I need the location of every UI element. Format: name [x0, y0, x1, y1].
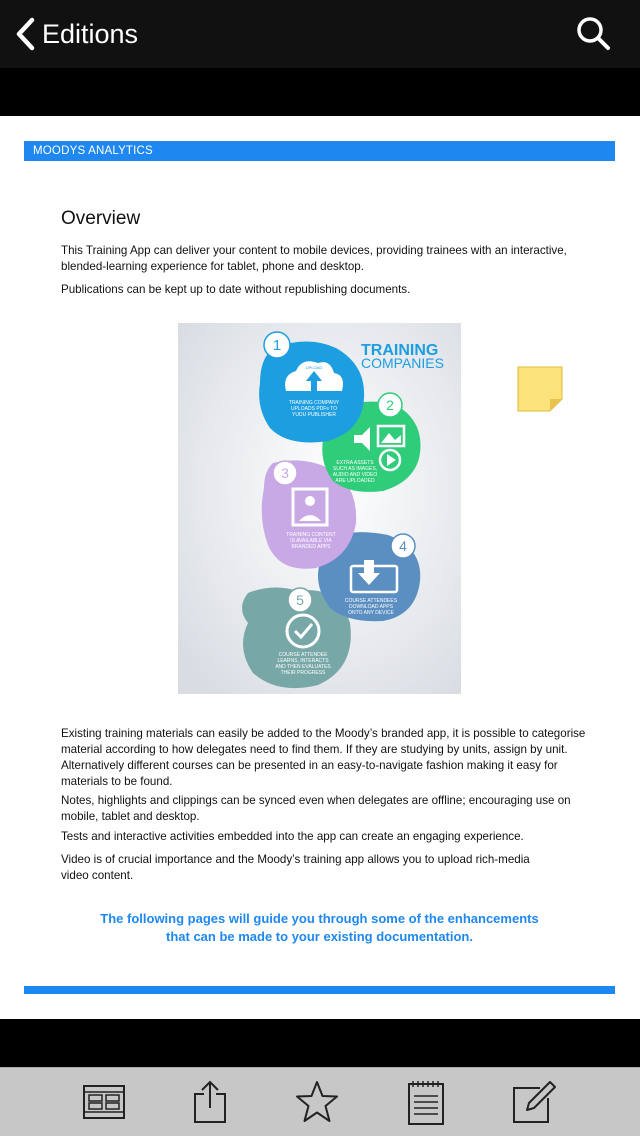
intro-paragraph-2: Publications can be kept up to date without republishing documents.: [61, 283, 411, 296]
brand-footer-bar: [24, 986, 615, 994]
star-icon: [293, 1078, 341, 1126]
training-infographic[interactable]: [178, 323, 461, 694]
body-paragraph-2: Notes, highlights and clippings can be synced even when delegates are offline; encouraging use on mobile, tablet and desktop.: [61, 794, 571, 823]
body-paragraph-4: Video is of crucial importance and the Moody’s training app allows you to upload rich-media video content.: [61, 853, 530, 882]
intro-paragraph-1: This Training App can deliver your content to mobile devices, providing trainees with an interactive, blended-learning experience for tablet, phone and desktop.: [61, 244, 567, 273]
step-3-text-2: IS AVAILABLE VIA: [290, 538, 332, 544]
step-4-number: 4: [399, 538, 407, 554]
step-3-number: 3: [281, 465, 289, 481]
step-2-text-1: EXTRA ASSETS: [336, 460, 374, 466]
search-button[interactable]: [574, 14, 614, 54]
top-margin: [0, 68, 640, 116]
step-5-text-4: THEIR PROGRESS: [280, 670, 326, 676]
step-4-text-2: DOWNLOAD APPS: [349, 604, 393, 610]
document-page[interactable]: [0, 116, 640, 1019]
bottom-toolbar: [0, 1067, 640, 1136]
step-4-text-3: ONTO ANY DEVICE: [348, 610, 394, 616]
compose-icon: [510, 1078, 558, 1126]
cta-line-1: The following pages will guide you through some of the enhancements: [100, 911, 539, 926]
chevron-left-icon: [14, 17, 36, 51]
search-icon: [574, 14, 614, 54]
favorite-button[interactable]: [293, 1078, 341, 1126]
page-heading: Overview: [61, 208, 141, 229]
page-thumbnails-button[interactable]: [80, 1078, 128, 1126]
step-5-text-2: LEARNS, INTERACTS: [277, 658, 329, 664]
step-1-text-2: UPLOADS PDFs TO: [291, 406, 337, 412]
step-2-text-4: ARE UPLOADED: [335, 478, 375, 484]
call-to-action: [24, 910, 615, 946]
sticky-note-button[interactable]: [516, 365, 564, 413]
infographic-title-line1: TRAINING: [361, 342, 439, 359]
step-2-text-2: SUCH AS IMAGES,: [332, 466, 378, 472]
compose-button[interactable]: [510, 1078, 558, 1126]
share-icon: [186, 1078, 234, 1126]
infographic-title-line2: COMPANIES: [361, 355, 444, 371]
notes-button[interactable]: [402, 1078, 450, 1126]
step-3-text-3: BRANDED APPS: [291, 544, 331, 550]
step-5-text-3: AND THEN EVALUATES: [275, 664, 331, 670]
brand-header: MOODYS ANALYTICS: [24, 141, 615, 161]
step-1-text-3: YUDU PUBLISHER: [292, 412, 336, 418]
body-paragraph-3: Tests and interactive activities embedded into the app can create an engaging experience.: [61, 830, 524, 843]
step-4-text-1: COURSE ATTENDEES: [344, 598, 398, 604]
back-button[interactable]: [14, 12, 138, 56]
step-5-text-1: COURSE ATTENDEE: [278, 652, 328, 658]
back-button-label: Editions: [42, 18, 139, 49]
step-1-number: 1: [272, 337, 282, 354]
share-button[interactable]: [186, 1078, 234, 1126]
sticky-note-icon: [516, 365, 564, 413]
upload-label: UPLOAD: [305, 365, 323, 370]
notes-icon: [402, 1078, 450, 1126]
step-3-text-1: TRAINING CONTENT: [286, 532, 336, 538]
step-2-text-3: AUDIO AND VIDEO: [332, 472, 378, 478]
navigation-bar: [0, 0, 640, 68]
page-thumbnails-icon: [80, 1078, 128, 1126]
step-2-number: 2: [386, 397, 394, 413]
cta-line-2: that can be made to your existing documentation.: [166, 929, 473, 944]
body-paragraph-1: Existing training materials can easily be added to the Moody’s branded app, it is possible to categorise material according to how delegates need to find them. If they are studying by units, assign by unit. Alternatively different courses can be presented in an easy-to-navigate fashion making it easy for materials to be found.: [61, 727, 586, 788]
step-1-text-1: TRAINING COMPANY: [288, 400, 340, 406]
step-5-number: 5: [296, 592, 304, 608]
bottom-margin: [0, 1019, 640, 1067]
